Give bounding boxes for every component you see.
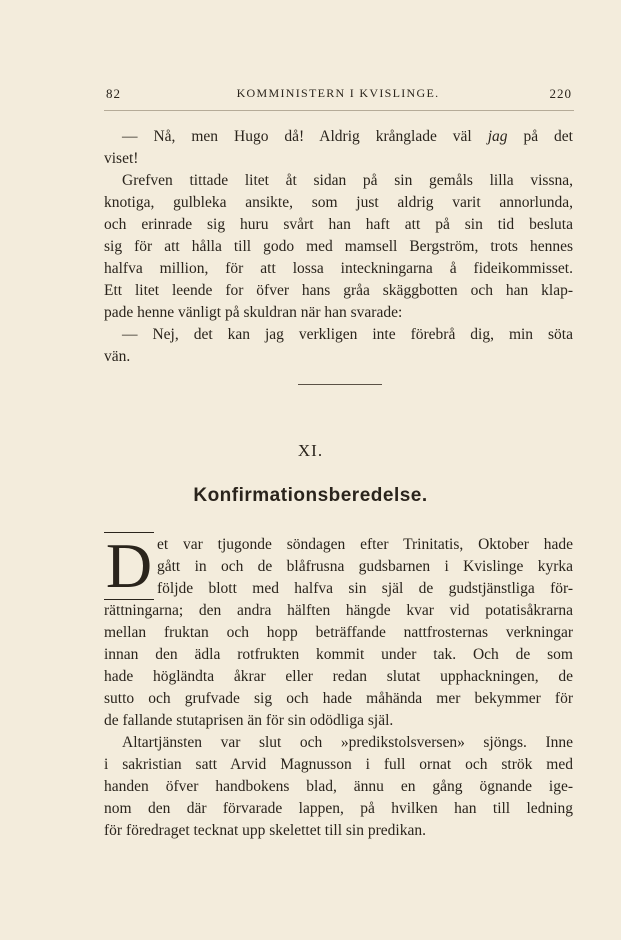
section-number: 220 <box>549 86 572 101</box>
text-line: och erinrade sig huru svårt han haft att på sin tid besluta <box>104 216 573 233</box>
page-number: 82 <box>106 86 121 101</box>
text-line: sutto och grufvade sig och hade måhända mer bekymmer för <box>104 690 573 707</box>
text-line: halfva million, för att lossa inteckningarna å fideikommisset. <box>104 260 573 277</box>
text-line: knotiga, gulbleka ansikte, som just aldrig varit annorlunda, <box>104 194 573 211</box>
text-line <box>104 126 573 148</box>
text-line: innan den ädla rotfrukten kommit under tak. Och de som <box>104 646 573 663</box>
text-line: pade henne vänligt på skuldran när han svarade: <box>104 304 403 321</box>
text-line: Altartjänsten var slut och »predikstolsversen» sjöngs. Inne <box>122 734 573 751</box>
text-line: et var tjugonde söndagen efter Trinitatis, Oktober hade <box>157 536 573 553</box>
emphasis-word: jag <box>487 128 508 145</box>
text-line: sig för att hålla till godo med mamsell Bergström, trots hennes <box>104 238 573 255</box>
paragraph-block-sacristy <box>104 732 573 842</box>
chapter-title: Konfirmationsberedelse. <box>193 485 428 506</box>
text-line: handen öfver handbokens blad, ännu en gång ögnande ige- <box>104 778 573 795</box>
text-line: nom den där förvarade lappen, på hvilken han till ledning <box>104 800 573 817</box>
text-line: för föredraget tecknat upp skelettet till sin predikan. <box>104 822 426 839</box>
text-line: vän. <box>104 348 131 365</box>
text-line: — Nej, det kan jag verkligen inte förebrå dig, min söta <box>122 326 573 343</box>
text-line: gått in och de blåfrusna gudsbarnen i Kvislinge kyrka <box>157 558 573 575</box>
paragraph-block-opening <box>104 530 573 732</box>
text-line-start: — Nå, men Hugo då! Aldrig krånglade väl jag på det <box>122 128 573 145</box>
text-line: följde blott med halfva sin själ de gudstjänstliga för- <box>157 580 573 597</box>
running-header <box>104 86 572 106</box>
text-line: mellan fruktan och hopp beträffande nattfrosternas verkningar <box>104 624 573 641</box>
text-line: hade högländta åkrar eller redan slutat upphackningen, de <box>104 668 573 685</box>
section-separator <box>298 384 382 385</box>
chapter-number: XI. <box>297 441 324 460</box>
drop-cap: D <box>105 530 153 601</box>
text-line: i sakristian satt Arvid Magnusson i full ornat och strök med <box>104 756 573 773</box>
running-title: KOMMINISTERN I KVISLINGE. <box>236 86 440 100</box>
text-line: rättningarna; den andra hälften hängde kvar vid potatisåkrarna <box>104 602 573 619</box>
text-line: Ett litet leende for öfver hans gråa skäggbotten och han klap- <box>104 282 573 299</box>
text-line: de fallande stutaprisen än för sin odödliga själ. <box>104 712 394 729</box>
header-rule <box>104 110 574 111</box>
text-line: viset! <box>104 150 139 167</box>
text-line: Grefven tittade litet åt sidan på sin gemåls lilla vissna, <box>122 172 573 189</box>
paragraph-block-dialogue <box>104 126 573 368</box>
